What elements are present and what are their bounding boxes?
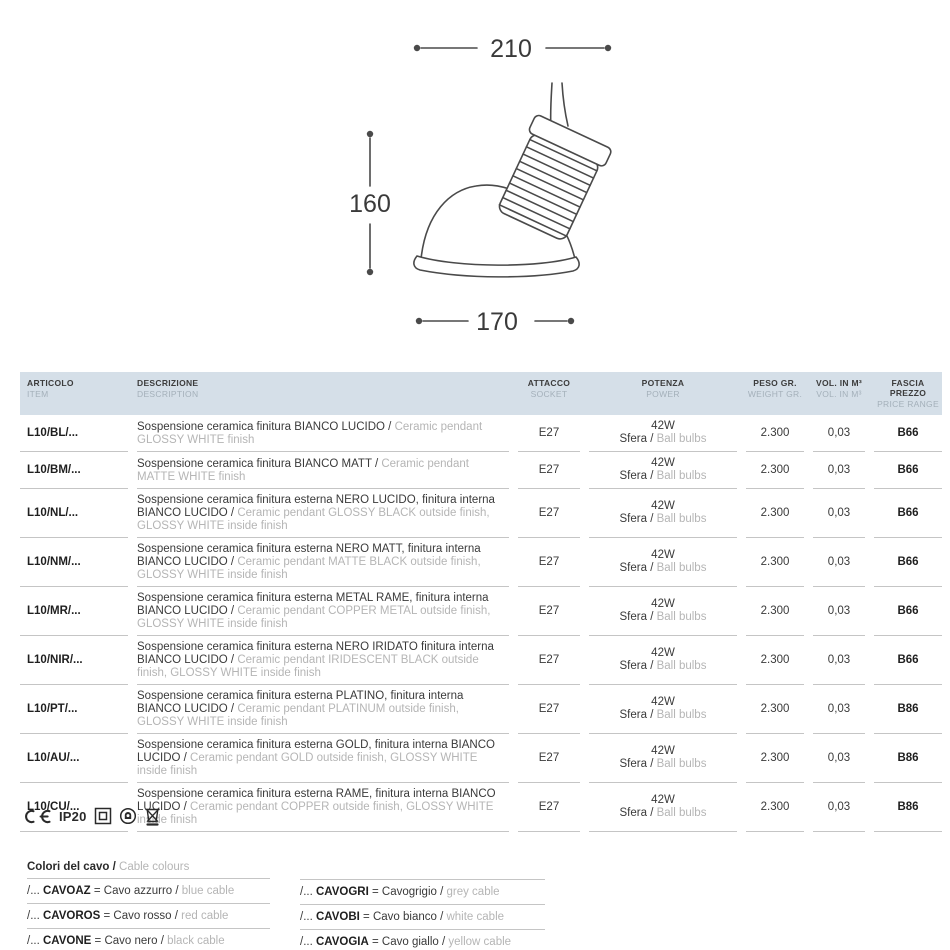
table-row [20, 636, 942, 685]
description-text [137, 641, 509, 680]
volume-value: 0,03 [827, 426, 851, 439]
cable-code-prefix: /... [300, 886, 316, 898]
volume-value: 0,03 [827, 800, 851, 813]
socket-cell [518, 587, 580, 636]
power-italian: Sfera / [619, 758, 657, 770]
power-watts: 42W [651, 647, 675, 659]
description-italian: Sospensione ceramica finitura BIANCO MATT / [137, 457, 382, 470]
cable-name-english: yellow cable [448, 936, 512, 948]
power-watts: 42W [651, 745, 675, 757]
power-watts: 42W [651, 500, 675, 512]
description-content [137, 641, 509, 680]
weight-cell [746, 452, 804, 489]
power-english: Ball bulbs [656, 562, 707, 574]
power-cell [589, 734, 737, 783]
column-header-item [20, 376, 128, 411]
description-text [137, 457, 509, 484]
volume-value: 0,03 [827, 604, 851, 617]
weight-cell [746, 587, 804, 636]
description-text [137, 690, 509, 729]
description-text [137, 788, 509, 827]
power-watts: 42W [651, 794, 675, 806]
cable-code: CAVOGRI [315, 886, 369, 898]
description-cell [137, 783, 509, 832]
column-header-volume [813, 376, 865, 411]
cable-colour-row [27, 904, 270, 929]
power-english: Ball bulbs [656, 433, 707, 445]
description-cell [137, 587, 509, 636]
power-watts: 42W [651, 696, 675, 708]
dimension-bottom-width [416, 308, 574, 336]
description-italian: Sospensione ceramica finitura esterna RAME, finitura interna BIANCO LUCIDO / [137, 788, 496, 813]
volume-cell [813, 538, 865, 587]
socket-value: E27 [538, 751, 560, 764]
weight-cell [746, 636, 804, 685]
ip20-rating-label: IP20 [59, 808, 87, 824]
weight-cell [746, 685, 804, 734]
class-ii-insulation-icon [94, 807, 112, 825]
pendant-lamp-diagram [0, 0, 950, 360]
volume-cell [813, 452, 865, 489]
weight-value: 2.300 [760, 702, 790, 715]
socket-cell [518, 415, 580, 452]
cable-code: CAVOAZ [42, 885, 91, 897]
item-code: L10/MR/... [27, 604, 81, 617]
power-cell [589, 452, 737, 489]
power-cell [589, 538, 737, 587]
power-cell [589, 783, 737, 832]
volume-value: 0,03 [827, 463, 851, 476]
power-cell [589, 636, 737, 685]
item-code: L10/NM/... [27, 555, 81, 568]
socket-cell [518, 636, 580, 685]
power-italian: Sfera / [619, 562, 657, 574]
power-cell [589, 415, 737, 452]
cable-name-italian: = Cavo rosso / [100, 910, 182, 922]
socket-value: E27 [538, 702, 560, 715]
power-text [589, 647, 737, 673]
header-it: PESO GR. [753, 378, 797, 388]
weight-value: 2.300 [760, 653, 790, 666]
power-english: Ball bulbs [656, 709, 707, 721]
table-row [20, 489, 942, 538]
volume-cell [813, 636, 865, 685]
spec-table-body [20, 415, 942, 832]
item-code-cell [20, 685, 128, 734]
volume-cell [813, 587, 865, 636]
price-range-cell [874, 538, 942, 587]
socket-value: E27 [538, 653, 560, 666]
dimension-height [349, 131, 391, 275]
power-watts: 42W [651, 457, 675, 469]
cable-colours-section [27, 858, 547, 950]
socket-value: E27 [538, 506, 560, 519]
weight-value: 2.300 [760, 555, 790, 568]
price-range-value: B66 [897, 426, 919, 439]
weight-cell [746, 415, 804, 452]
item-code: L10/AU/... [27, 751, 80, 764]
power-cell [589, 685, 737, 734]
price-range-value: B66 [897, 653, 919, 666]
dim-label-170: 170 [476, 308, 518, 336]
table-row [20, 538, 942, 587]
header-en: POWER [646, 389, 680, 399]
volume-value: 0,03 [827, 555, 851, 568]
description-english: Ceramic pendant GOLD outside finish, GLOSSY WHITE inside finish [137, 752, 478, 777]
cable-name-english: red cable [181, 910, 229, 922]
price-range-value: B86 [897, 800, 919, 813]
item-code-cell [20, 452, 128, 489]
cable-code: CAVONE [42, 935, 92, 947]
cable-name-english: black cable [167, 935, 225, 947]
cable-code-prefix: /... [300, 911, 316, 923]
header-it: DESCRIZIONE [137, 378, 199, 388]
item-code-cell [20, 415, 128, 452]
cable-code: CAVOGIA [315, 936, 369, 948]
header-en: PRICE RANGE [877, 399, 939, 409]
weight-value: 2.300 [760, 751, 790, 764]
socket-value: E27 [538, 463, 560, 476]
cable-colours-right-column [300, 879, 545, 950]
cable-colour-row [27, 879, 270, 904]
weight-value: 2.300 [760, 463, 790, 476]
dimension-top-width [414, 35, 611, 63]
cable-name-english: white cable [446, 911, 505, 923]
description-text [137, 420, 509, 447]
description-text [137, 543, 509, 582]
table-row [20, 587, 942, 636]
socket-cell [518, 783, 580, 832]
volume-value: 0,03 [827, 702, 851, 715]
volume-value: 0,03 [827, 506, 851, 519]
cable-colours-title-it: Colori del cavo / [27, 861, 116, 873]
header-it: VOL. IN M³ [816, 378, 862, 388]
price-range-value: B86 [897, 702, 919, 715]
price-range-cell [874, 783, 942, 832]
cable-code-prefix: /... [300, 936, 316, 948]
certification-icons [22, 804, 161, 828]
cable-name-italian: = Cavo azzurro / [90, 885, 182, 897]
table-row [20, 685, 942, 734]
power-italian: Sfera / [619, 660, 657, 672]
power-watts: 42W [651, 420, 675, 432]
column-header-socket [518, 376, 580, 411]
volume-cell [813, 783, 865, 832]
column-header-power [589, 376, 737, 411]
weight-cell [746, 734, 804, 783]
power-italian: Sfera / [619, 470, 657, 482]
description-text [137, 494, 509, 533]
description-italian: Sospensione ceramica finitura esterna NERO MATT, finitura interna BIANCO LUCIDO / [137, 543, 481, 568]
cable-colour-row [300, 930, 545, 950]
price-range-cell [874, 734, 942, 783]
price-range-cell [874, 587, 942, 636]
weight-cell [746, 489, 804, 538]
item-code-cell [20, 734, 128, 783]
socket-cell [518, 489, 580, 538]
item-code-cell [20, 489, 128, 538]
price-range-cell [874, 415, 942, 452]
cable-colour-row [300, 880, 545, 905]
table-row [20, 734, 942, 783]
cable-name-italian: = Cavogrigio / [368, 886, 447, 898]
description-cell [137, 489, 509, 538]
description-content [137, 458, 509, 484]
price-range-value: B66 [897, 604, 919, 617]
description-cell [137, 452, 509, 489]
volume-value: 0,03 [827, 653, 851, 666]
description-italian: Sospensione ceramica finitura esterna METAL RAME, finitura interna BIANCO LUCIDO / [137, 592, 489, 617]
weight-cell [746, 538, 804, 587]
header-it: ATTACCO [527, 378, 571, 388]
item-code-cell [20, 538, 128, 587]
weight-value: 2.300 [760, 604, 790, 617]
cable-colour-row [300, 905, 545, 930]
column-header-weight [746, 376, 804, 411]
description-cell [137, 734, 509, 783]
header-en: WEIGHT GR. [747, 389, 803, 399]
cable-code: CAVOROS [42, 910, 101, 922]
description-english: Ceramic pendant MATTE BLACK outside finish, GLOSSY WHITE inside finish [137, 556, 481, 581]
weight-cell [746, 783, 804, 832]
description-english: Ceramic pendant PLATINUM outside finish, GLOSSY WHITE inside finish [137, 703, 459, 728]
price-range-value: B86 [897, 751, 919, 764]
cable-colours-title [27, 858, 270, 879]
ce-mark-icon [22, 809, 52, 824]
cable-colour-row [27, 929, 270, 950]
socket-value: E27 [538, 555, 560, 568]
price-range-value: B66 [897, 463, 919, 476]
power-watts: 42W [651, 598, 675, 610]
description-text [137, 739, 509, 778]
description-content [137, 543, 509, 582]
description-cell [137, 538, 509, 587]
cable-colours-left-column [27, 879, 270, 950]
socket-value: E27 [538, 426, 560, 439]
cable-name-english: blue cable [181, 885, 235, 897]
description-italian: Sospensione ceramica finitura esterna PLATINO, finitura interna BIANCO LUCIDO / [137, 690, 464, 715]
price-range-cell [874, 685, 942, 734]
power-english: Ball bulbs [656, 758, 707, 770]
socket-value: E27 [538, 800, 560, 813]
volume-cell [813, 685, 865, 734]
volume-cell [813, 415, 865, 452]
description-content [137, 690, 509, 729]
item-code: L10/NL/... [27, 506, 79, 519]
spec-table [20, 372, 942, 832]
volume-cell [813, 734, 865, 783]
dim-label-210: 210 [490, 35, 532, 63]
power-text [589, 500, 737, 526]
volume-cell [813, 489, 865, 538]
description-content [137, 494, 509, 533]
item-code: L10/NIR/... [27, 653, 83, 666]
power-english: Ball bulbs [656, 660, 707, 672]
price-range-value: B66 [897, 555, 919, 568]
power-text [589, 457, 737, 483]
power-text [589, 420, 737, 446]
column-header-description [137, 376, 509, 411]
description-english: Ceramic pendant MATTE WHITE finish [137, 457, 469, 483]
volume-value: 0,03 [827, 751, 851, 764]
item-code-cell [20, 636, 128, 685]
certification-mark-icon [119, 807, 137, 825]
weight-value: 2.300 [760, 506, 790, 519]
cable-code-prefix: /... [27, 885, 43, 897]
header-en: DESCRIPTION [137, 389, 199, 399]
power-text [589, 696, 737, 722]
cable-name-italian: = Cavo bianco / [359, 911, 447, 923]
header-it: FASCIA PREZZO [889, 378, 927, 398]
price-range-cell [874, 452, 942, 489]
power-italian: Sfera / [619, 807, 657, 819]
cable-colours-title-en-text: Cable colours [119, 861, 190, 873]
description-content [137, 421, 509, 447]
socket-value: E27 [538, 604, 560, 617]
power-text [589, 598, 737, 624]
power-english: Ball bulbs [656, 513, 707, 525]
power-english: Ball bulbs [656, 470, 707, 482]
description-cell [137, 415, 509, 452]
header-it: ARTICOLO [27, 378, 74, 388]
table-row [20, 452, 942, 489]
technical-drawing [0, 0, 950, 360]
power-english: Ball bulbs [656, 807, 707, 819]
socket-cell [518, 452, 580, 489]
description-english: Ceramic pendant IRIDESCENT BLACK outside finish, GLOSSY WHITE inside finish [137, 654, 479, 679]
cable-name-italian: = Cavo nero / [91, 935, 168, 947]
power-watts: 42W [651, 549, 675, 561]
socket-cell [518, 538, 580, 587]
cable-name-english: grey cable [446, 886, 500, 898]
description-cell [137, 685, 509, 734]
description-italian: Sospensione ceramica finitura BIANCO LUCIDO / [137, 420, 395, 433]
dim-label-160: 160 [349, 190, 391, 218]
item-code: L10/BL/... [27, 426, 79, 439]
socket-cell [518, 685, 580, 734]
power-text [589, 794, 737, 820]
price-range-cell [874, 489, 942, 538]
item-code-cell [20, 587, 128, 636]
cable-code-prefix: /... [27, 910, 43, 922]
description-italian: Sospensione ceramica finitura esterna NERO IRIDATO finitura interna BIANCO LUCIDO / [137, 641, 494, 666]
description-cell [137, 636, 509, 685]
table-row [20, 415, 942, 452]
power-text [589, 549, 737, 575]
description-content [137, 592, 509, 631]
description-italian: Sospensione ceramica finitura esterna GOLD, finitura interna BIANCO LUCIDO / [137, 739, 495, 764]
weight-value: 2.300 [760, 800, 790, 813]
power-italian: Sfera / [619, 611, 657, 623]
header-en: SOCKET [530, 389, 568, 399]
header-en: ITEM [27, 389, 49, 399]
power-italian: Sfera / [619, 433, 657, 445]
cable-code-prefix: /... [27, 935, 43, 947]
spec-table-header [20, 372, 942, 415]
description-content [137, 739, 509, 778]
power-text [589, 745, 737, 771]
weee-crossed-bin-icon [144, 806, 161, 826]
description-english: Ceramic pendant COPPER METAL outside finish, GLOSSY WHITE inside finish [137, 605, 491, 630]
power-cell [589, 489, 737, 538]
power-cell [589, 587, 737, 636]
column-header-price-range [874, 376, 942, 411]
header-it: POTENZA [641, 378, 685, 388]
description-text [137, 592, 509, 631]
socket-cell [518, 734, 580, 783]
price-range-cell [874, 636, 942, 685]
description-english: Ceramic pendant GLOSSY BLACK outside finish, GLOSSY WHITE inside finish [137, 507, 490, 532]
item-code: L10/CU/... [27, 800, 80, 813]
cable-name-italian: = Cavo giallo / [368, 936, 449, 948]
description-italian: Sospensione ceramica finitura esterna NERO LUCIDO, finitura interna BIANCO LUCIDO / [137, 494, 495, 519]
description-english: Ceramic pendant GLOSSY WHITE finish [137, 420, 483, 446]
description-content [137, 788, 509, 827]
power-italian: Sfera / [619, 709, 657, 721]
item-code: L10/BM/... [27, 463, 81, 476]
weight-value: 2.300 [760, 426, 790, 439]
cable-code: CAVOBI [315, 911, 360, 923]
power-italian: Sfera / [619, 513, 657, 525]
description-english: Ceramic pendant COPPER outside finish, GLOSSY WHITE inside finish [137, 801, 494, 826]
power-english: Ball bulbs [656, 611, 707, 623]
item-code: L10/PT/... [27, 702, 78, 715]
header-en: VOL. IN M³ [816, 389, 862, 399]
price-range-value: B66 [897, 506, 919, 519]
